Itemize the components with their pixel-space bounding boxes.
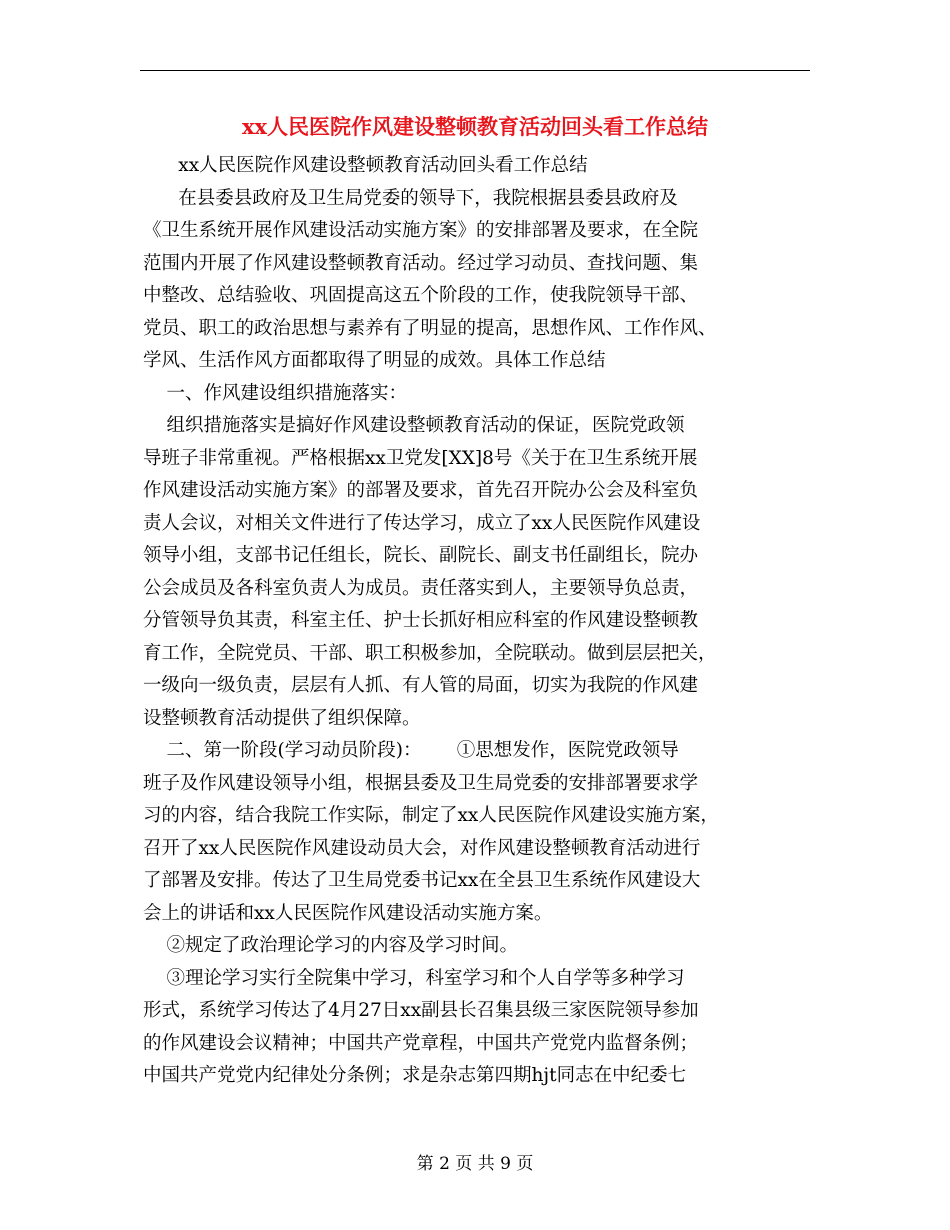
body-line: 在县委县政府及卫生局党委的领导下，我院根据县委县政府及 — [143, 187, 678, 209]
body-line: 责人会议，对相关文件进行了传达学习，成立了xx人民医院作风建设 — [143, 512, 701, 534]
body-line: ②规定了政治理论学习的内容及学习时间。 — [143, 935, 519, 956]
body-line: 组织措施落实是搞好作风建设整顿教育活动的保证，医院党政领 — [143, 415, 685, 436]
body-line: 导班子非常重视。严格根据xx卫党发[XX]8号《关于在卫生系统开展 — [143, 447, 698, 469]
section-heading: 二、第一阶段(学习动员阶段)： ①思想发作，医院党政领导 — [143, 740, 679, 761]
body-line: 中国共产党党内纪律处分条例；求是杂志第四期hjt同志在中纪委七 — [143, 1065, 687, 1086]
document-title: xx人民医院作风建设整顿教育活动回头看工作总结 — [241, 114, 709, 139]
body-line: 习的内容，结合我院工作实际，制定了xx人民医院作风建设实施方案， — [143, 805, 719, 826]
section-heading: 一、作风建设组织措施落实： — [143, 382, 408, 404]
body-line: 党员、职工的政治思想与素养有了明显的提高，思想作风、工作作风、 — [143, 317, 717, 339]
body-line: 一级向一级负责，层层有人抓、有人管的局面，切实为我院的作风建 — [143, 675, 699, 696]
body-line: 《卫生系统开展作风建设活动实施方案》的安排部署及要求，在全院 — [143, 220, 699, 241]
body-line: 育工作，全院党员、干部、职工积极参加，全院联动。做到层层把关， — [143, 642, 717, 664]
body-line: 班子及作风建设领导小组，根据县委及卫生局党委的安排部署要求学 — [143, 772, 699, 794]
body-line: 中整改、总结验收、巩固提高这五个阶段的工作，使我院领导干部、 — [143, 285, 699, 306]
header-rule — [140, 70, 810, 71]
body-line: 范围内开展了作风建设整顿教育活动。经过学习动员、查找问题、集 — [143, 252, 699, 274]
body-line: 分管领导负其责，科室主任、护士长抓好相应科室的作风建设整顿教 — [143, 610, 699, 631]
body-line: 了部署及安排。传达了卫生局党委书记xx在全县卫生系统作风建设大 — [143, 870, 701, 891]
body-line: 召开了xx人民医院作风建设动员大会，对作风建设整顿教育活动进行 — [143, 837, 701, 859]
body-line: 学风、生活作风方面都取得了明显的成效。具体工作总结 — [143, 350, 606, 371]
body-line: 领导小组，支部书记任组长，院长、副院长、副支书任副组长，院办 — [143, 545, 699, 566]
body-line: 的作风建设会议精神；中国共产党章程，中国共产党党内监督条例； — [143, 1032, 699, 1054]
body-line: xx人民医院作风建设整顿教育活动回头看工作总结 — [143, 155, 588, 176]
body-line: ③理论学习实行全院集中学习，科室学习和个人自学等多种学习 — [143, 967, 685, 989]
document-body — [143, 150, 810, 1093]
body-line: 设整顿教育活动提供了组织保障。 — [143, 707, 421, 729]
body-line: 会上的讲话和xx人民医院作风建设活动实施方案。 — [143, 902, 553, 924]
body-line: 公会成员及各科室负责人为成员。责任落实到人，主要领导负总责， — [143, 577, 699, 599]
page-number-footer: 第 2 页 共 9 页 — [416, 1154, 534, 1174]
body-line: 形式，系统学习传达了4月27日xx副县长召集县级三家医院领导参加 — [143, 1000, 699, 1021]
body-line: 作风建设活动实施方案》的部署及要求，首先召开院办公会及科室负 — [143, 480, 699, 501]
